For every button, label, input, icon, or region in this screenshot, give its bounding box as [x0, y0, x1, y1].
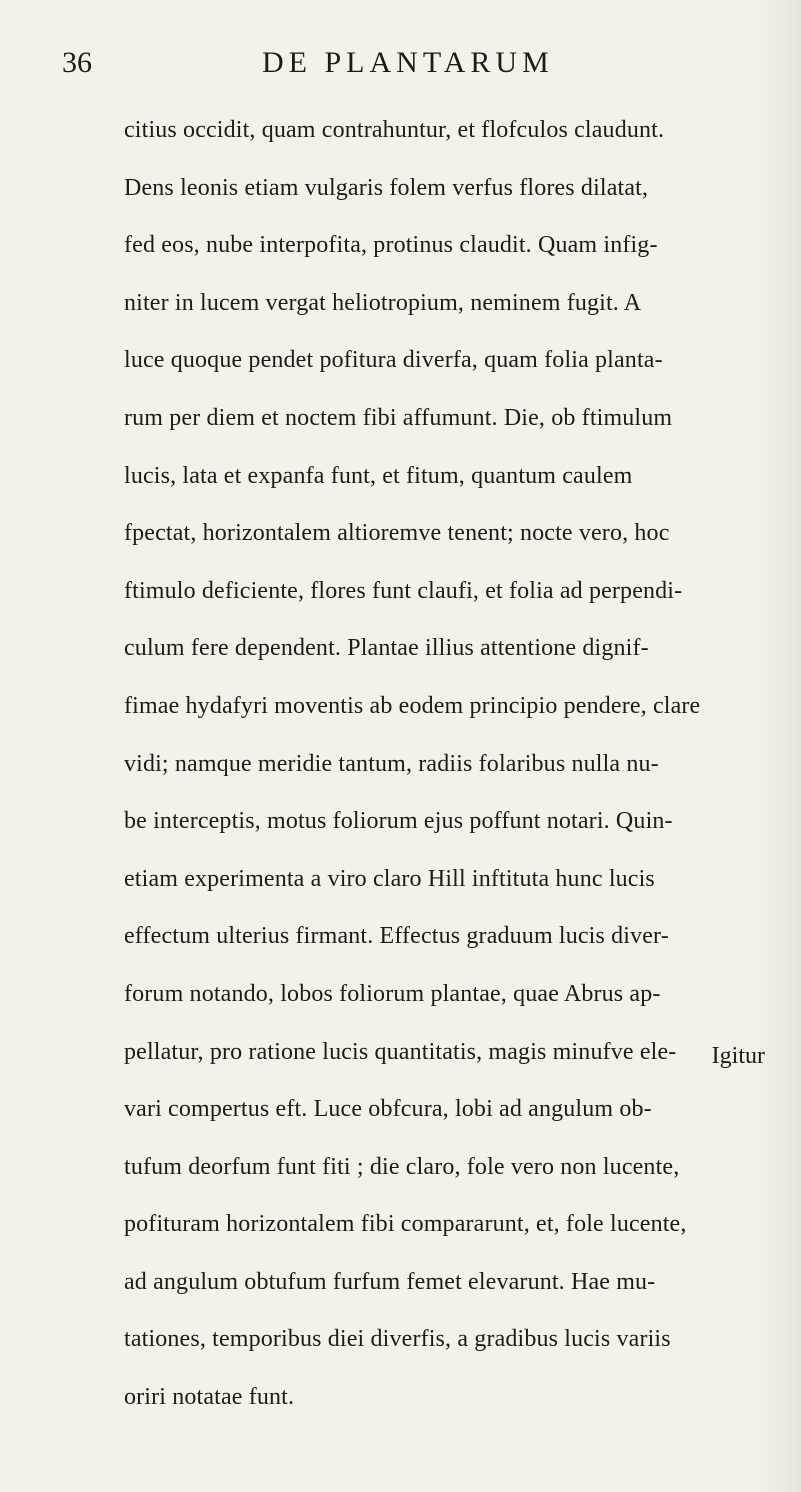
body-text	[124, 102, 784, 1427]
text-line: etiam experimenta a viro claro Hill inftituta hunc lucis	[124, 865, 655, 892]
text-line: fpectat, horizontalem altioremve tenent; nocte vero, hoc	[124, 520, 670, 547]
text-line: rum per diem et noctem fibi affumunt. Die, ob ftimulum	[124, 404, 673, 431]
text-line: luce quoque pendet pofitura diverfa, quam folia planta-	[124, 347, 663, 374]
running-title: DE PLANTARUM	[262, 46, 554, 79]
text-line: citius occidit, quam contrahuntur, et flofculos claudunt.	[124, 117, 665, 143]
text-line: tufum deorfum funt fiti ; die claro, fole vero non lucente,	[124, 1153, 680, 1180]
text-line: forum notando, lobos foliorum plantae, quae Abrus ap-	[124, 980, 661, 1007]
text-line: fed eos, nube interpofita, protinus claudit. Quam infig-	[124, 232, 658, 259]
text-line: ad angulum obtufum furfum femet elevarunt. Hae mu-	[124, 1268, 656, 1295]
page-number: 36	[62, 46, 92, 79]
text-line: oriri notatae funt.	[124, 1384, 295, 1411]
page-header	[62, 46, 762, 86]
text-line: fimae hydafyri moventis ab eodem principio pendere, clare	[124, 692, 701, 719]
text-line: pofituram horizontalem fibi compararunt, et, fole lucente,	[124, 1211, 687, 1238]
text-line: lucis, lata et expanfa funt, et fitum, quantum caulem	[124, 462, 633, 489]
text-line: niter in lucem vergat heliotropium, neminem fugit. A	[124, 289, 642, 316]
text-line: Dens leonis etiam vulgaris folem verfus flores dilatat,	[124, 174, 649, 201]
text-line: tationes, temporibus diei diverfis, a gradibus lucis variis	[124, 1326, 671, 1353]
text-line: pellatur, pro ratione lucis quantitatis, magis minufve ele-	[124, 1038, 677, 1065]
text-line: vidi; namque meridie tantum, radiis folaribus nulla nu-	[124, 750, 659, 777]
text-line: vari compertus eft. Luce obfcura, lobi ad angulum ob-	[124, 1096, 652, 1123]
text-line: effectum ulterius firmant. Effectus graduum lucis diver-	[124, 923, 669, 950]
text-line: culum fere dependent. Plantae illius attentione dignif-	[124, 635, 649, 662]
catchword: Igitur	[711, 1043, 765, 1069]
text-line: ftimulo deficiente, flores funt claufi, et folia ad perpendi-	[124, 577, 683, 604]
text-line: be interceptis, motus foliorum ejus poffunt notari. Quin-	[124, 808, 673, 835]
